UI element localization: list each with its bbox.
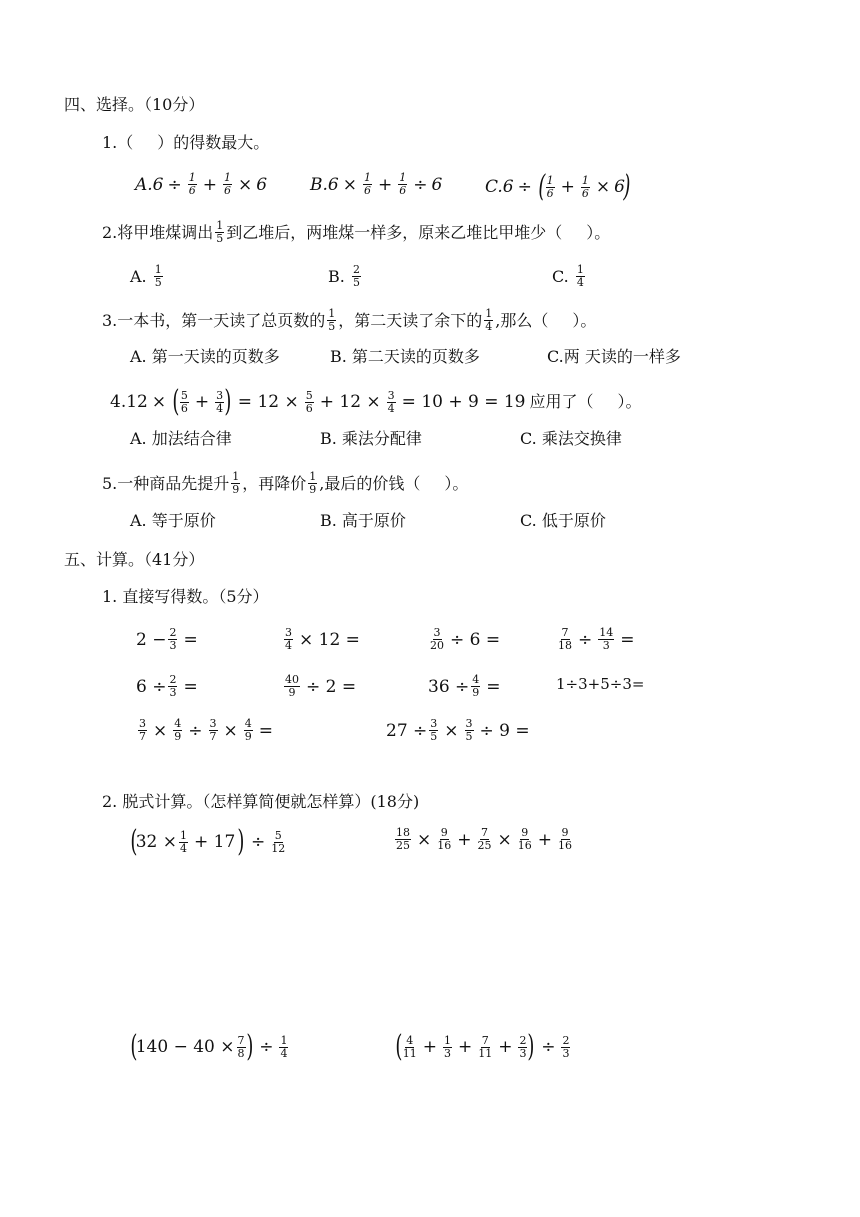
part-2-title: 2. 脱式计算。（怎样算简便就怎样算）(18分)	[102, 792, 420, 811]
mental-calc-3: $\frac{3}{20}$ ÷ 6 =	[430, 626, 501, 652]
question-5-option-b[interactable]: B. 高于原价	[320, 511, 406, 530]
mental-calc-4: $\frac{7}{18}$ ÷ $\frac{14}{3}$ =	[558, 626, 635, 652]
question-4-option-c[interactable]: C. 乘法交换律	[520, 429, 622, 448]
question-5-stem: 5.一种商品先提升 1 9 ，再降价 1 9 ,最后的价钱（ ）。	[102, 470, 469, 496]
question-1-option-a[interactable]: A.6 ÷ $\frac{1}{6}$ + $\frac{1}{6}$ × 6	[135, 171, 268, 197]
step-calc-3: ( 140 − 40 × $\frac{7}{8}$ ) ÷ $\frac{1}{4}$	[130, 1029, 288, 1064]
question-4-option-a[interactable]: A. 加法结合律	[130, 429, 232, 448]
question-4-option-b[interactable]: B. 乘法分配律	[320, 429, 422, 448]
question-4-stem: 4.12 × ( 5 6 + $\frac{3}{4}$ ) = 12 × $\frac{5}{6}$ + 12 × $\frac{3}{4}$ = 10 + 9 = 19 应用了（ ）。	[110, 384, 642, 419]
mental-calc-7: 36 ÷ $\frac{4}{9}$ =	[428, 673, 501, 699]
part-1-title: 1. 直接写得数。（5分）	[102, 587, 269, 606]
question-3-option-a[interactable]: A. 第一天读的页数多	[130, 347, 280, 366]
question-1-option-c[interactable]: C.6 ÷ ( 1 6 + $\frac{1}{6}$ × 6 )	[485, 169, 631, 204]
section-4-title: 四、选择。（10分）	[64, 95, 205, 114]
question-1-option-b[interactable]: B.6 × $\frac{1}{6}$ + $\frac{1}{6}$ ÷ 6	[310, 171, 443, 197]
question-5-option-a[interactable]: A. 等于原价	[130, 511, 216, 530]
step-calc-2: $\frac{18}{25}$ × $\frac{9}{16}$ + $\frac{7}{25}$ × $\frac{9}{16}$ + $\frac{9}{16}$	[396, 826, 572, 852]
step-calc-1: ( 32 × $\frac{1}{4}$ + 17 ) ÷ $\frac{5}{12}$	[130, 824, 286, 859]
question-2-option-b[interactable]: B. 2 5	[328, 263, 360, 289]
mental-calc-6: $\frac{40}{9}$ ÷ 2 =	[285, 673, 357, 699]
question-3-option-b[interactable]: B. 第二天读的页数多	[330, 347, 480, 366]
question-2-option-a[interactable]: A. 1 5	[130, 263, 162, 289]
mental-calc-8: 1÷3+5÷3=	[556, 675, 645, 693]
mental-calc-9: $\frac{3}{7}$ × $\frac{4}{9}$ ÷ $\frac{3}{7}$ × $\frac{4}{9}$ =	[139, 717, 273, 743]
mental-calc-2: $\frac{3}{4}$ × 12 =	[285, 626, 360, 652]
mental-calc-10: 27 ÷ $\frac{3}{5}$ × $\frac{3}{5}$ ÷ 9 =	[386, 717, 530, 743]
question-2-stem: 2.将甲堆煤调出 1 5 到乙堆后，两堆煤一样多，原来乙堆比甲堆少（ ）。	[102, 219, 611, 245]
question-3-stem: 3.一本书，第一天读了总页数的 1 5 ，第二天读了余下的 1 4 ,那么（ ）。	[102, 307, 597, 333]
mental-calc-5: 6 ÷ $\frac{2}{3}$ =	[136, 673, 198, 699]
question-1-stem: 1.（ ）的得数最大。	[102, 133, 270, 152]
question-3-option-c[interactable]: C.两 天读的一样多	[547, 347, 681, 366]
step-calc-4: ( 4 11 + $\frac{1}{3}$ + $\frac{7}{11}$ + $\frac{2}{3}$ ) ÷ $\frac{2}{3}$	[395, 1029, 570, 1064]
mental-calc-1: 2 − $\frac{2}{3}$ =	[136, 626, 198, 652]
question-2-option-c[interactable]: C. 1 4	[552, 263, 584, 289]
section-5-title: 五、计算。（41分）	[64, 550, 205, 569]
question-5-option-c[interactable]: C. 低于原价	[520, 511, 606, 530]
